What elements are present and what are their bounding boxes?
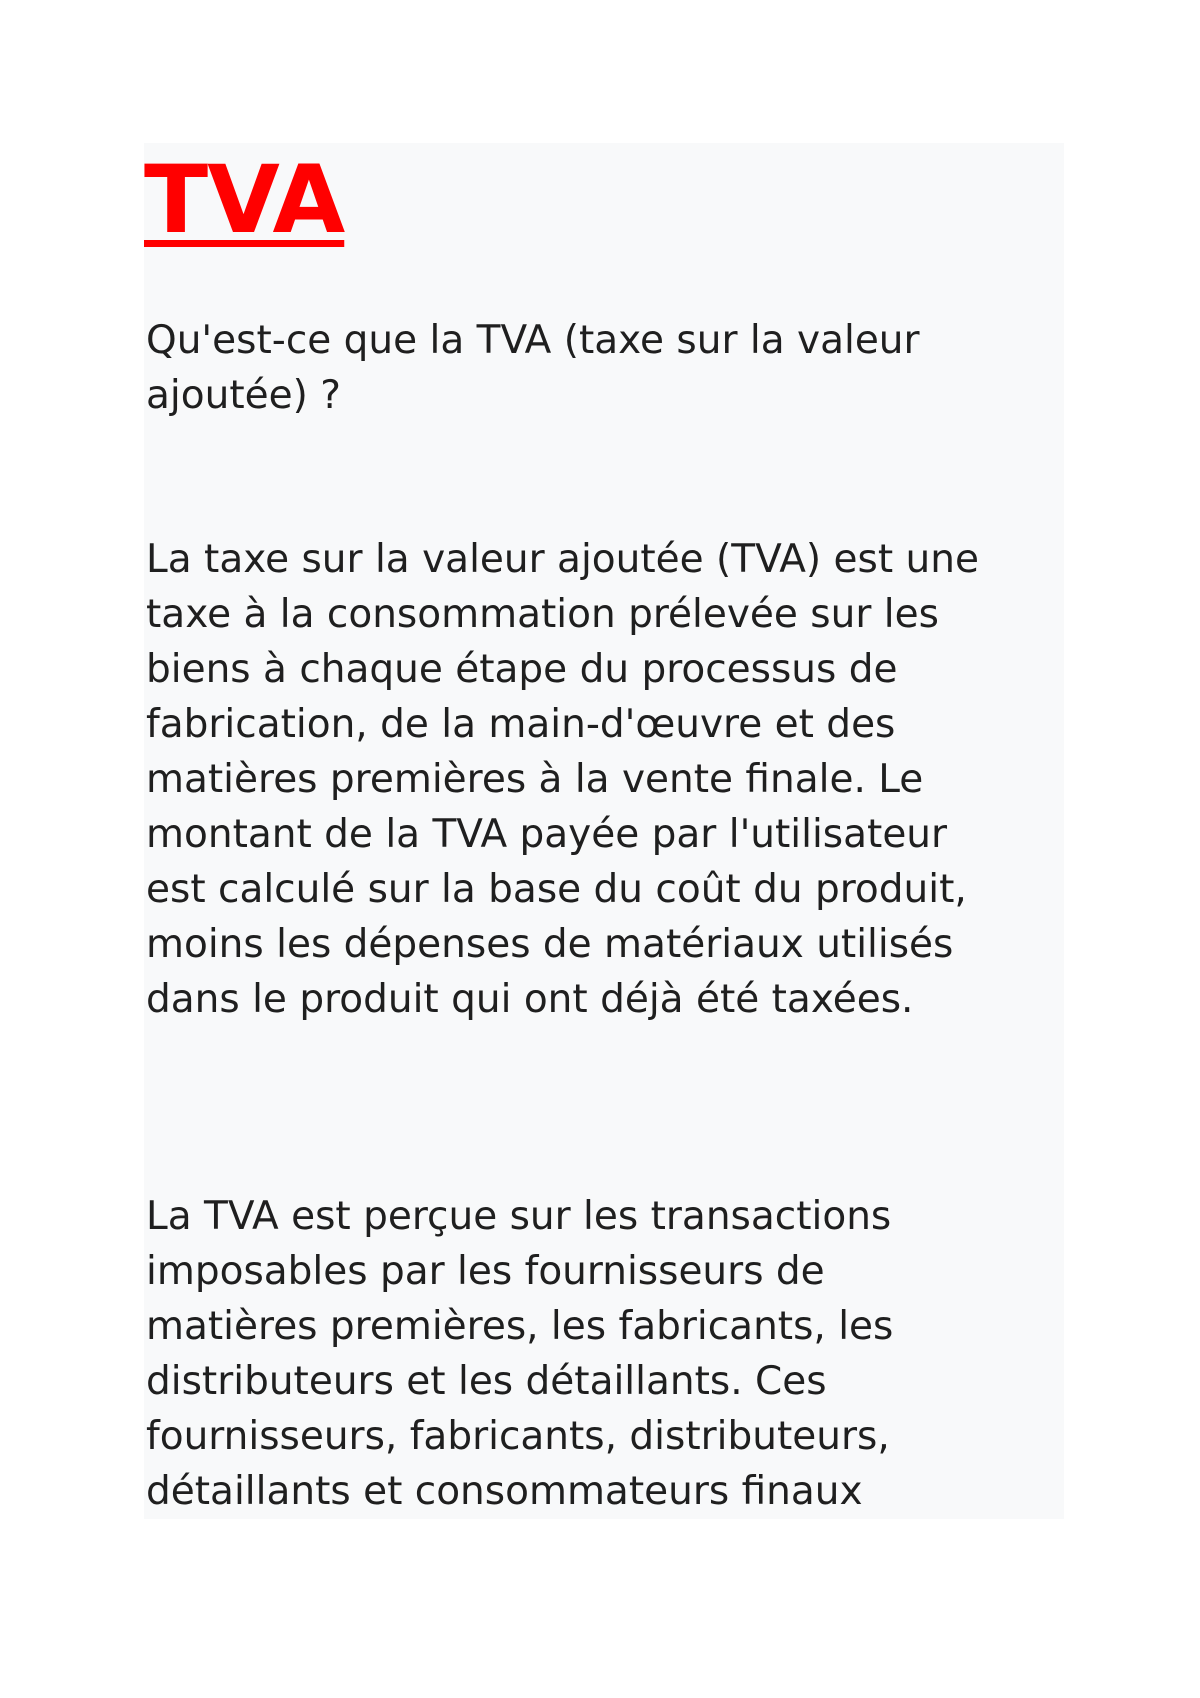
paragraph-line: biens à chaque étape du processus de [146,647,898,692]
question-heading [146,313,1058,423]
document-title: TVA [144,146,345,255]
paragraph-line: matières premières à la vente finale. Le [146,757,924,802]
paragraph-line: détaillants et consommateurs finaux [146,1469,863,1514]
paragraph-line: taxe à la consommation prélevée sur les [146,592,939,637]
paragraph-line: fournisseurs, fabricants, distributeurs, [146,1414,890,1459]
question-line: Qu'est-ce que la TVA (taxe sur la valeur [146,318,920,363]
paragraph-line: La taxe sur la valeur ajoutée (TVA) est une [146,537,979,582]
paragraph-definition [146,532,1058,1027]
paragraph-line: montant de la TVA payée par l'utilisateur [146,812,948,857]
paragraph-line: est calculé sur la base du coût du produit, [146,867,967,912]
paragraph-collection [146,1189,1058,1519]
paragraph-line: distributeurs et les détaillants. Ces [146,1359,827,1404]
paragraph-line: fabrication, de la main-d'œuvre et des [146,702,896,747]
paragraph-line: dans le produit qui ont déjà été taxées. [146,977,914,1022]
paragraph-line: imposables par les fournisseurs de [146,1249,825,1294]
paragraph-line: matières premières, les fabricants, les [146,1304,894,1349]
paragraph-line: moins les dépenses de matériaux utilisés [146,922,954,967]
question-line: ajoutée) ? [146,373,341,418]
paragraph-line: La TVA est perçue sur les transactions [146,1194,892,1239]
document-content [144,143,1064,1519]
